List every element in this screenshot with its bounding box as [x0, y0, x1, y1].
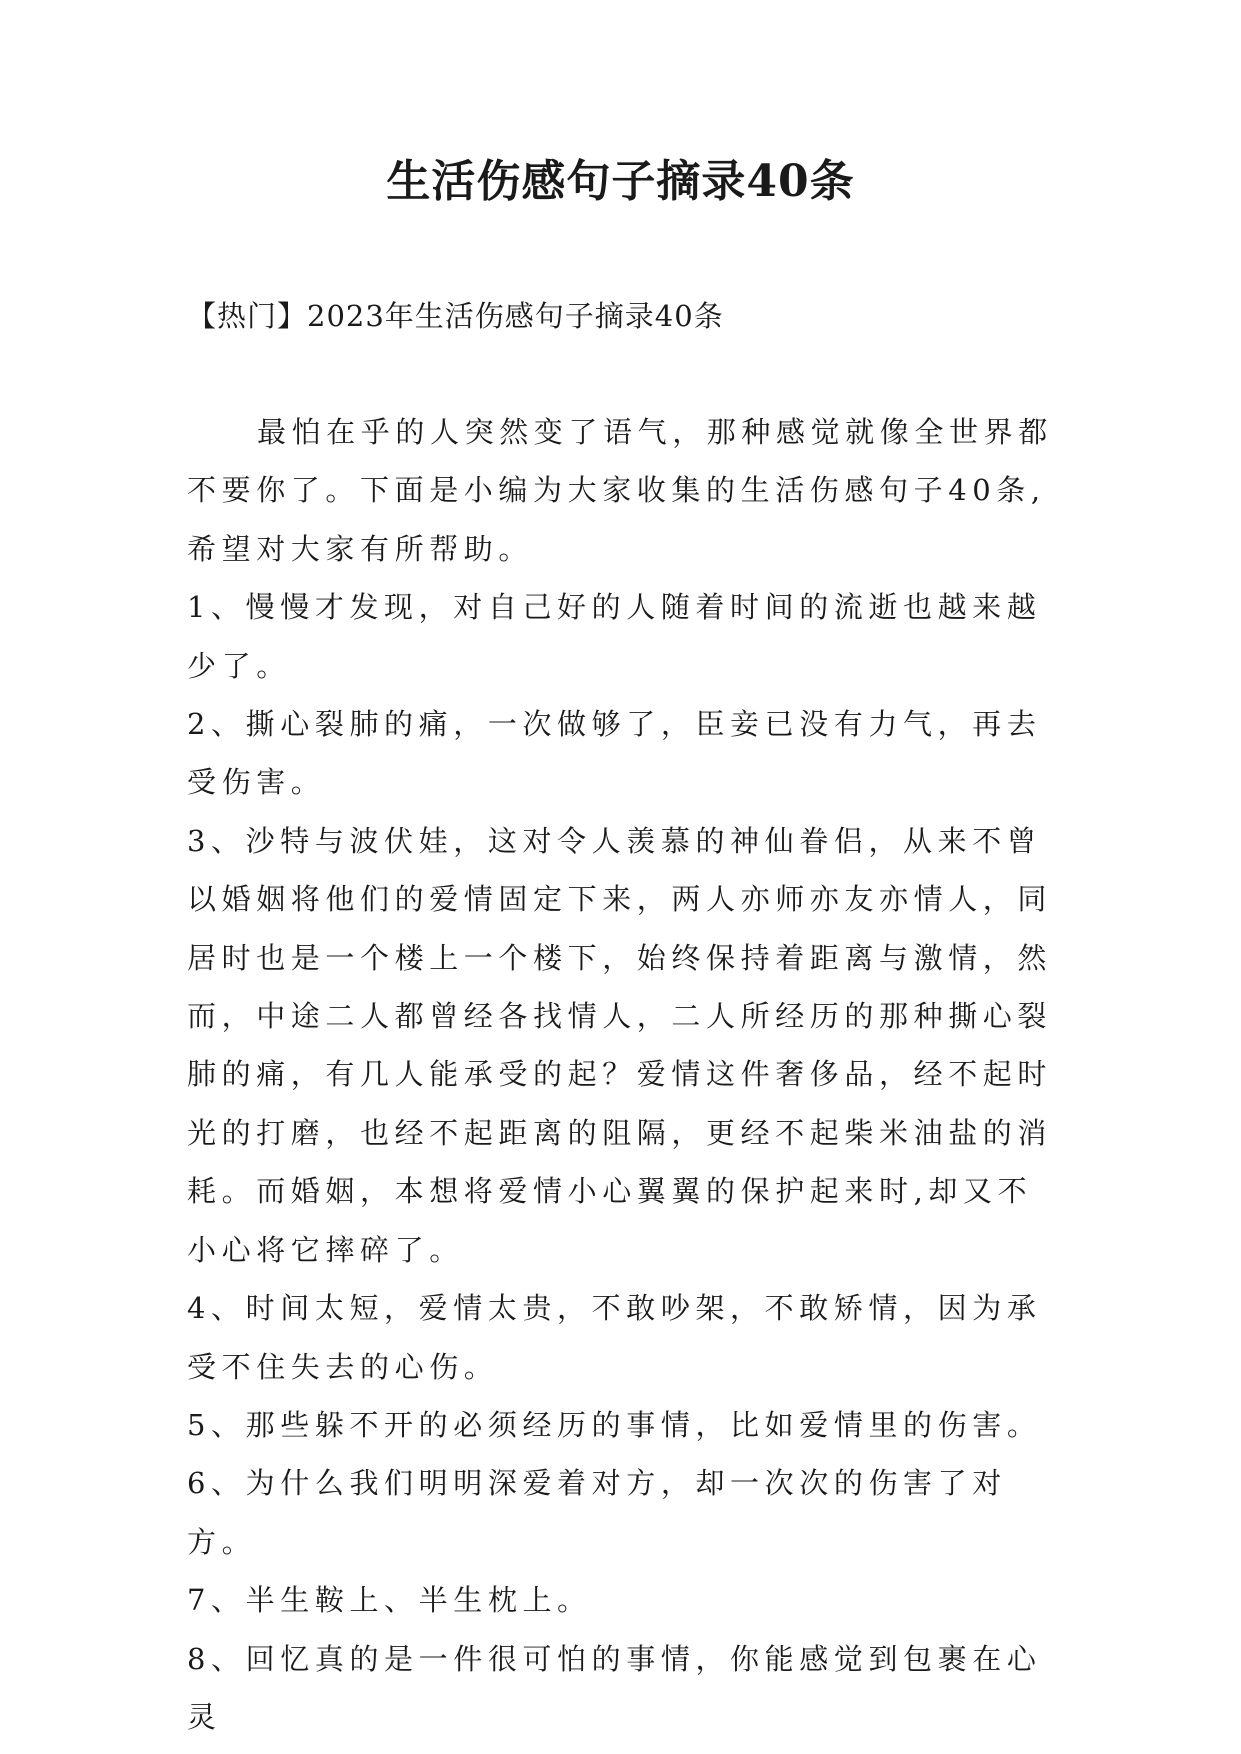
list-item: 4、时间太短，爱情太贵，不敢吵架，不敢矫情，因为承受不住失去的心伤。 [187, 1291, 1042, 1384]
list-item: 6、为什么我们明明深爱着对方，却一次次的伤害了对方。 [187, 1466, 1007, 1559]
list-item: 5、那些躲不开的必须经历的事情，比如爱情里的伤害。 [187, 1407, 1042, 1442]
list-item: 7、半生鞍上、半生枕上。 [187, 1583, 592, 1618]
intro-paragraph: 最怕在乎的人突然变了语气，那种感觉就像全世界都不要你了。下面是小编为大家收集的生活伤感句子40条,希望对大家有所帮助。 [187, 415, 1053, 566]
list-item: 8、回忆真的是一件很可怕的事情，你能感觉到包裹在心灵 [187, 1641, 1042, 1734]
list-item: 3、沙特与波伏娃，这对令人羡慕的神仙眷侣，从来不曾以婚姻将他们的爱情固定下来，两人亦师亦友亦情人，同居时也是一个楼上一个楼下，始终保持着距离与激情，然而，中途二人都曾经各找情人，二人所经历的那种撕心裂肺的痛，有几人能承受的起？爱情这件奢侈品，经不起时光的打磨，也经不起距离的阻隔，更经不起柴米油盐的消耗。而婚姻，本想将爱情小心翼翼的保护起来时,却又不小心将它摔碎了。 [187, 823, 1053, 1267]
document-subtitle: 【热门】2023年生活伤感句子摘录40条 [187, 299, 724, 333]
list-item: 2、撕心裂肺的痛，一次做够了，臣妾已没有力气，再去受伤害。 [187, 707, 1042, 800]
document-title: 生活伤感句子摘录40条 [386, 156, 855, 207]
list-item: 1、慢慢才发现，对自己好的人随着时间的流逝也越来越少了。 [187, 590, 1042, 683]
document-body [187, 403, 1057, 1746]
